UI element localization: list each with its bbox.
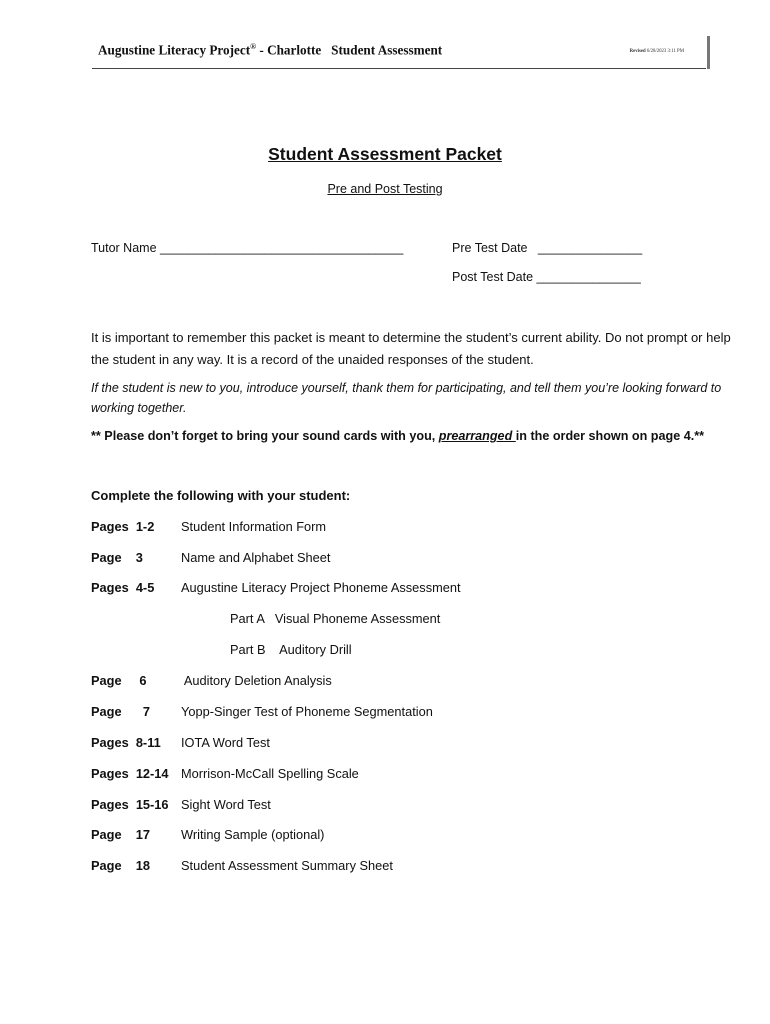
header-title-main: Augustine Literacy Project [98,42,251,58]
revision-date: 6/28/2023 3:11 PM [646,49,684,54]
item-description: Student Assessment Summary Sheet [181,858,393,873]
item-pages: Page 17 [91,827,151,842]
reminder-text-before: ** Please don’t forget to bring your sound cards with you, [91,429,439,443]
intro-italic-paragraph: If the student is new to you, introduce yourself, thank them for participating, and tell them you’re looking forward to working together. [91,381,722,415]
item-description: Name and Alphabet Sheet [181,550,331,565]
item-pages: Page 18 [91,858,151,873]
item-description: IOTA Word Test [181,735,270,750]
item-pages: Page 7 [91,704,151,719]
item-pages: Page 6 [91,673,147,688]
page-subtitle: Pre and Post Testing [327,182,443,196]
reminder-text-after: in the order shown on page 4.** [515,429,704,443]
item-description: Sight Word Test [181,797,271,812]
item-description: Student Information Form [181,519,327,534]
item-pages: Page 3 [91,550,143,565]
item-pages: Pages 1-2 [91,519,155,534]
registered-mark: ® [250,42,257,51]
page-header [92,40,706,69]
item-description: Augustine Literacy Project Phoneme Assessment [181,580,461,595]
revision-label: Revised [629,49,646,54]
header-title-rest: - Charlotte Student Assessment [256,42,443,58]
header-corner-rule [707,36,710,69]
item-description: Writing Sample (optional) [181,827,325,842]
header-title [98,42,442,58]
item-description: Yopp-Singer Test of Phoneme Segmentation [181,704,433,719]
sub-item-description: Part B Auditory Drill [230,642,352,657]
item-pages: Pages 8-11 [91,735,161,750]
revision-stamp [630,49,684,54]
pre-test-date-field: Pre Test Date _______________ [452,241,643,255]
item-description: Morrison-McCall Spelling Scale [181,766,359,781]
sub-item-description: Part A Visual Phoneme Assessment [230,611,441,626]
item-pages: Pages 15-16 [91,797,169,812]
item-description: Auditory Deletion Analysis [181,673,332,688]
page-title: Student Assessment Packet [268,144,502,164]
tutor-name-field: Tutor Name ___________________________________ [91,241,404,255]
sound-cards-reminder [91,429,704,443]
item-pages: Pages 12-14 [91,766,169,781]
item-pages: Pages 4-5 [91,580,155,595]
reminder-emphasis: prearranged [438,429,516,443]
intro-paragraph: It is important to remember this packet is meant to determine the student’s current ability. Do not prompt or help the student in any way. It is a record of the unaided responses of the student. [91,330,731,367]
post-test-date-field: Post Test Date _______________ [452,270,641,284]
list-heading: Complete the following with your student: [91,488,351,503]
